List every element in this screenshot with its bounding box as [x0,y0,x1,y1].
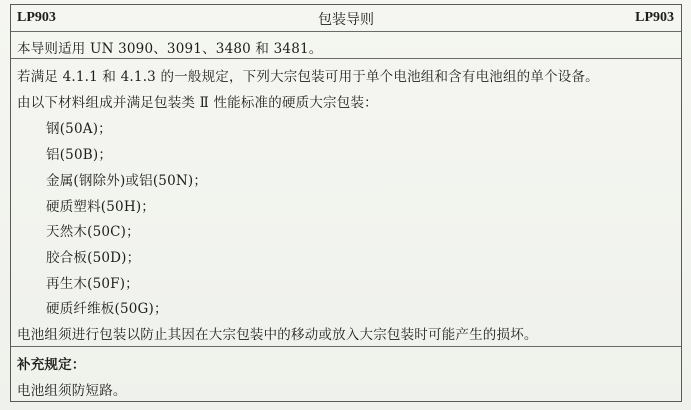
material-item: 硬质塑料(50H)； [46,199,155,215]
material-item: 铝(50B)； [46,147,113,163]
applicability-row [11,32,681,59]
supplement-heading: 补充规定： [17,357,86,373]
header-row [11,5,681,32]
material-item: 胶合板(50D)； [46,250,141,266]
supplement-row [11,347,681,402]
materials-intro: 由以下材料组成并满足包装类 Ⅱ 性能标准的硬质大宗包装： [17,95,378,111]
page-title: 包装导则 [318,12,374,28]
code-left: LP903 [17,10,56,25]
material-item: 再生木(50F)； [46,276,139,292]
intro-text: 若满足 4.1.1 和 4.1.3 的一般规定，下列大宗包装可用于单个电池组和含有电池组的单个设备。 [17,69,599,85]
closing-text: 电池组须进行包装以防止其因在大宗包装中的移动或放入大宗包装时可能产生的损坏。 [17,327,538,343]
packing-instruction-table [10,4,682,402]
material-item: 硬质纤维板(50G)； [46,301,168,317]
code-right: LP903 [635,10,674,25]
material-item: 天然木(50C)； [46,224,140,240]
material-item: 钢(50A)； [46,121,112,137]
material-item: 金属(钢除外)或铝(50N)； [46,173,208,189]
applicability-text: 本导则适用 UN 3090、3091、3480 和 3481。 [17,41,323,57]
supplement-text: 电池组须防短路。 [17,383,127,399]
body-row [11,59,681,347]
